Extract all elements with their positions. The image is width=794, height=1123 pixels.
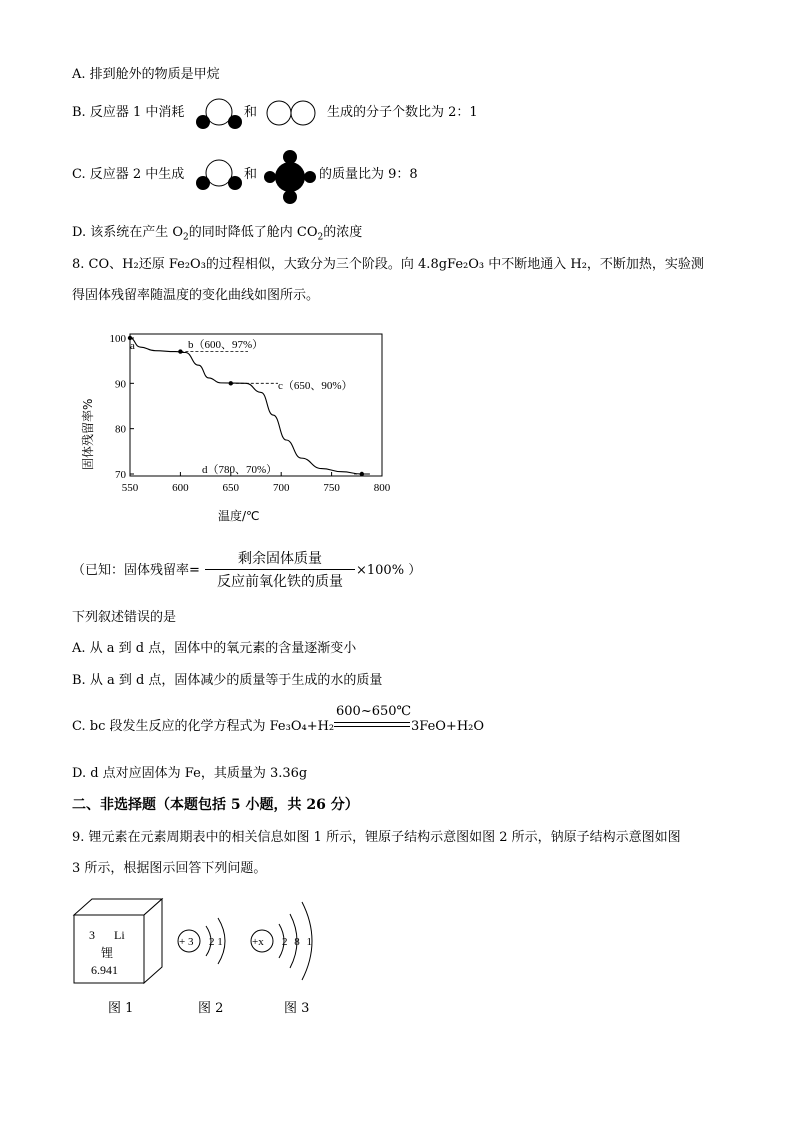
x-axis-label: 温度/℃	[218, 509, 260, 523]
na-nucleus-label: +x	[252, 936, 264, 948]
q7-option-b-and: 和	[244, 105, 258, 120]
q8-option-c-condition: 600~650℃	[336, 704, 412, 719]
q8-stem-line1: 8. CO、H₂还原 Fe₂O₃的过程相似，大致分为三个阶段。向 4.8gFe₂O₃ 中不断地通入 H₂，不断加热，实验测	[72, 257, 704, 272]
q7-option-b	[72, 104, 184, 122]
element-cube-figure	[74, 897, 164, 987]
residual-rate-chart	[70, 322, 410, 532]
q8-note-post: ×100% ）	[356, 563, 422, 578]
x-tick-label: 700	[272, 482, 290, 494]
q7-option-c-pre: C. 反应器 2 中生成	[72, 167, 185, 182]
q7-option-d-part1: D. 该系统在产生 O	[72, 225, 184, 240]
q9-stem-line1: 9. 锂元素在元素周期表中的相关信息如图 1 所示，锂原子结构示意图如图 2 所示，钠原子结构示意图如图	[72, 830, 681, 845]
na-shells-label: 2 8 1	[282, 936, 314, 948]
q7-option-d-part2: 的同时降低了舱内 CO	[188, 225, 318, 240]
q7-option-d	[72, 224, 362, 247]
q7-option-b-post: 生成的分子个数比为 2：1	[327, 105, 478, 120]
q7-option-d-sub2: 2	[317, 232, 324, 243]
fraction-bar	[205, 569, 355, 570]
q9-stem-line2: 3 所示，根据图示回答下列问题。	[72, 861, 267, 876]
q8-option-c-post: 3FeO+H₂O	[411, 719, 485, 734]
series-curve	[130, 338, 370, 474]
molecule-o2-icon	[265, 98, 321, 128]
x-tick-label: 650	[222, 482, 240, 494]
x-tick-label: 600	[172, 482, 189, 494]
chart-frame	[130, 334, 382, 476]
fraction-denominator: 反应前氧化铁的质量	[217, 574, 343, 590]
q8-option-a: A. 从 a 到 d 点，固体中的氧元素的含量逐渐变小	[72, 641, 357, 656]
q8-option-d: D. d 点对应固体为 Fe，其质量为 3.36g	[72, 766, 308, 781]
q7-option-d-part3: 的浓度	[323, 225, 363, 240]
data-point	[229, 381, 233, 385]
li-shells-label: 2 1	[209, 936, 223, 948]
q7-option-c-post: 的质量比为 9：8	[319, 167, 418, 182]
section-header: 二、非选择题（本题包括 5 小题，共 26 分）	[72, 797, 359, 813]
q8-ask: 下列叙述错误的是	[72, 610, 177, 625]
lithium-atom-diagram	[176, 912, 246, 972]
data-point	[360, 472, 364, 476]
x-tick-label: 550	[121, 482, 139, 494]
y-axis-label: 固体残留率%	[81, 398, 95, 470]
q7-option-c-and: 和	[244, 167, 258, 182]
element-name: 锂	[101, 946, 114, 960]
equation-equals-sign	[334, 722, 410, 727]
q8-note-pre: （已知：固体残留率=	[72, 563, 200, 578]
y-tick-label: 80	[115, 423, 126, 436]
sodium-atom-diagram	[248, 896, 328, 988]
y-tick-label: 90	[115, 378, 126, 391]
molecule-h2o-c-icon	[193, 157, 245, 195]
point-a-label: a	[130, 340, 135, 352]
element-mass: 6.941	[91, 963, 118, 977]
q8-option-c-pre: C. bc 段发生反应的化学方程式为 Fe₃O₄+H₂	[72, 719, 335, 734]
x-tick-label: 800	[373, 482, 391, 494]
q7-option-b-pre: B. 反应器 1 中消耗	[72, 105, 185, 120]
fig3-caption: 图 3	[284, 1001, 310, 1016]
q7-option-d-sub1: 2	[183, 232, 189, 243]
q8-fraction	[205, 548, 355, 591]
point-d-label: d（780、70%）	[202, 464, 278, 476]
point-b-label: b（600、97%）	[188, 339, 264, 351]
molecule-h2o-b-icon	[193, 94, 245, 132]
element-number: 3	[89, 928, 95, 942]
y-tick-label: 70	[115, 469, 126, 481]
fraction-numerator: 剩余固体质量	[238, 551, 322, 567]
q8-stem-line2: 得固体残留率随温度的变化曲线如图所示。	[72, 288, 320, 303]
fig1-caption: 图 1	[108, 1001, 134, 1016]
data-point	[178, 349, 182, 353]
element-symbol: Li	[114, 928, 125, 942]
y-tick-label: 100	[109, 333, 126, 345]
fig2-caption: 图 2	[198, 1001, 224, 1016]
point-c-label: c（650、90%）	[278, 380, 353, 392]
li-nucleus-label: + 3	[179, 936, 194, 948]
q7-option-a: A. 排到舱外的物质是甲烷	[72, 67, 220, 82]
molecule-ch4-icon	[264, 149, 318, 205]
q8-option-b: B. 从 a 到 d 点，固体减少的质量等于生成的水的质量	[72, 673, 383, 688]
x-tick-label: 750	[323, 482, 340, 494]
